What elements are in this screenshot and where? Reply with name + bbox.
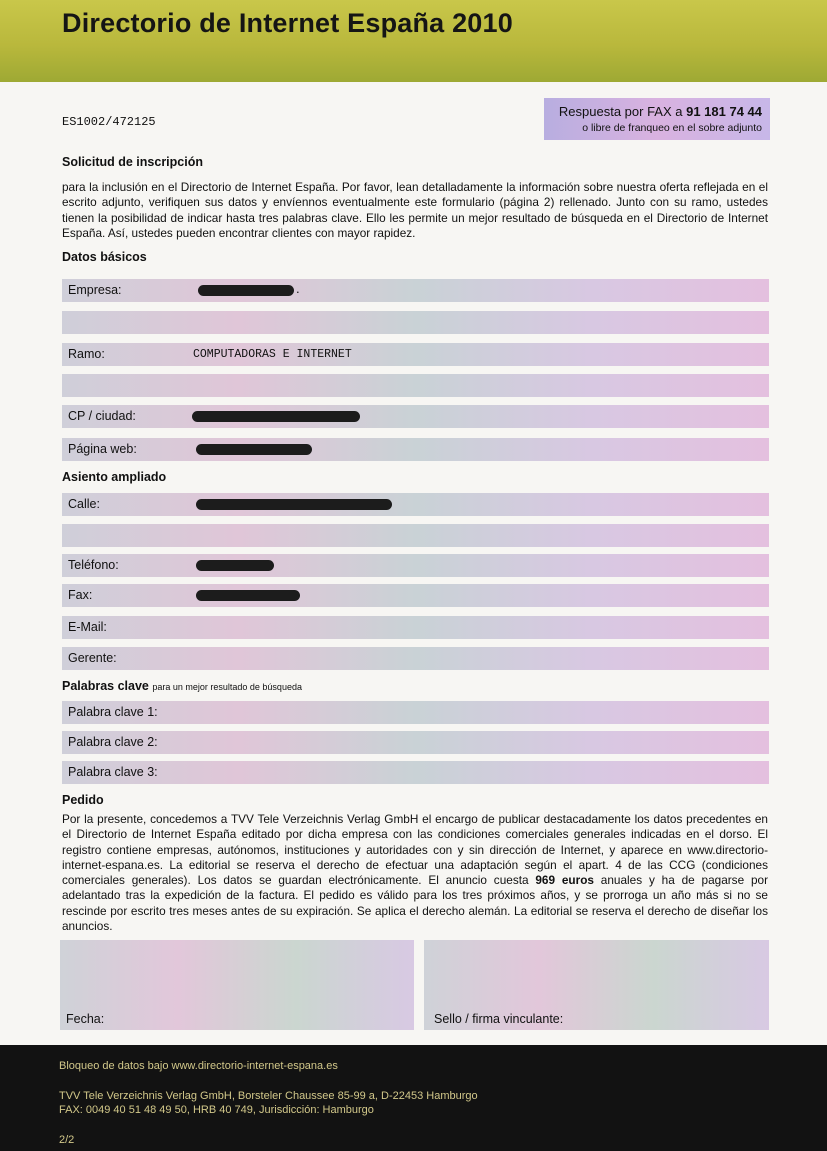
pedido-heading: Pedido bbox=[62, 793, 104, 807]
pedido-text bbox=[62, 812, 768, 934]
palabra-clave-2-label: Palabra clave 2: bbox=[68, 735, 158, 749]
palabra-clave-1-field[interactable] bbox=[62, 701, 769, 724]
document-title: Directorio de Internet España 2010 bbox=[62, 8, 513, 38]
redacted-calle bbox=[196, 499, 392, 510]
telefono-field[interactable] bbox=[62, 554, 769, 577]
ramo-label: Ramo: bbox=[68, 347, 105, 361]
reference-code: ES1002/472125 bbox=[62, 115, 156, 129]
fax-prefix: Respuesta por FAX a bbox=[558, 104, 687, 119]
cp-ciudad-label: CP / ciudad: bbox=[68, 409, 136, 423]
redacted-empresa bbox=[198, 285, 294, 296]
calle-label: Calle: bbox=[68, 497, 100, 511]
telefono-label: Teléfono: bbox=[68, 558, 119, 572]
redacted-pagina-web bbox=[196, 444, 312, 455]
fecha-label: Fecha: bbox=[66, 1012, 105, 1026]
calle-line-2[interactable] bbox=[62, 524, 769, 547]
palabras-clave-title: Palabras clave bbox=[62, 679, 149, 693]
datos-basicos-heading: Datos básicos bbox=[62, 250, 147, 264]
footer-line-1: Bloqueo de datos bajo www.directorio-internet-espana.es bbox=[59, 1060, 338, 1072]
email-label: E-Mail: bbox=[68, 620, 107, 634]
fax-label: Fax: bbox=[68, 588, 93, 602]
calle-field[interactable] bbox=[62, 493, 769, 516]
footer-line-2: TVV Tele Verzeichnis Verlag GmbH, Borsteler Chaussee 85-99 a, D-22453 Hamburgo bbox=[59, 1090, 478, 1102]
solicitud-text: para la inclusión en el Directorio de Internet España. Por favor, lean detalladamente la información sobre nuestra oferta reflejada en el escrito adjunto, verifiquen sus datos y envíennos eventualmente este formulario (página 2) rellenado. Junto con su ramo, ustedes tienen la posibilidad de indicar hasta tres palabras clave. Ello les permite un mejor resultado de búsqueda en el Directorio de Internet España. Así, ustedes pueden encontrar clientes con mayor rapidez. bbox=[62, 180, 768, 240]
empresa-field[interactable]: Empresa: . bbox=[62, 279, 769, 302]
palabra-clave-3-field[interactable] bbox=[62, 761, 769, 784]
palabra-clave-1-label: Palabra clave 1: bbox=[68, 705, 158, 719]
palabra-clave-2-field[interactable] bbox=[62, 731, 769, 754]
palabras-clave-heading bbox=[62, 679, 302, 693]
pedido-text-b: anuales y ha de pagarse por adelantado tras la expedición de la factura. El pedido es válido para los tres próximos años, y se prorroga un año más si no se rescinde por escrito tres meses antes de su expiración. Se aplica el derecho alemán. La editorial se reserva el derecho de diseñar los anuncios. bbox=[62, 873, 769, 934]
palabras-clave-subtitle: para un mejor resultado de búsqueda bbox=[152, 682, 302, 692]
page-number: 2/2 bbox=[59, 1134, 75, 1146]
redacted-cp-ciudad bbox=[192, 411, 360, 422]
fax-number: 91 181 74 44 bbox=[686, 104, 762, 119]
sello-firma-box[interactable] bbox=[424, 940, 769, 1030]
page-footer bbox=[0, 1045, 827, 1151]
email-field[interactable] bbox=[62, 616, 769, 639]
redacted-fax bbox=[196, 590, 300, 601]
page-header bbox=[0, 0, 827, 82]
footer-line-3: FAX: 0049 40 51 48 49 50, HRB 40 749, Jurisdicción: Hamburgo bbox=[59, 1104, 374, 1116]
empresa-line-2[interactable] bbox=[62, 311, 769, 334]
sello-firma-label: Sello / firma vinculante: bbox=[434, 1012, 564, 1026]
pedido-text-a: Por la presente, concedemos a TVV Tele Verzeichnis Verlag GmbH el encargo de publicar destacadamente los datos precedentes en el Directorio de Internet España editado por dicha empresa con las condiciones comerciales generales indicadas en el dorso. El registro contiene empresas, autónomos, instituciones y autoridades con y sin dirección de Internet, y aparece en www.directorio-internet-espana.es. La editorial se reserva el derecho de efectuar una adaptación según el apart. 4 de las CCG (condiciones comerciales generales). Los datos se guardan electrónicamente. El anuncio cuesta bbox=[62, 812, 768, 888]
fax-field[interactable] bbox=[62, 584, 769, 607]
fecha-box[interactable] bbox=[60, 940, 414, 1030]
fax-line bbox=[559, 104, 762, 119]
fax-subtitle: o libre de franqueo en el sobre adjunto bbox=[582, 122, 762, 134]
asiento-heading: Asiento ampliado bbox=[62, 470, 167, 484]
redacted-telefono bbox=[196, 560, 274, 571]
fax-response-box bbox=[544, 98, 770, 140]
pagina-web-field[interactable] bbox=[62, 438, 769, 461]
solicitud-heading: Solicitud de inscripción bbox=[62, 155, 203, 169]
gerente-field[interactable] bbox=[62, 647, 769, 670]
empresa-label: Empresa: bbox=[68, 283, 122, 297]
gerente-label: Gerente: bbox=[68, 651, 117, 665]
pedido-price: 969 euros bbox=[535, 873, 594, 888]
ramo-line-2[interactable] bbox=[62, 374, 769, 397]
pagina-web-label: Página web: bbox=[68, 442, 137, 456]
palabra-clave-3-label: Palabra clave 3: bbox=[68, 765, 158, 779]
ramo-field[interactable] bbox=[62, 343, 769, 366]
ramo-value: COMPUTADORAS E INTERNET bbox=[193, 348, 352, 361]
cp-ciudad-field[interactable] bbox=[62, 405, 769, 428]
